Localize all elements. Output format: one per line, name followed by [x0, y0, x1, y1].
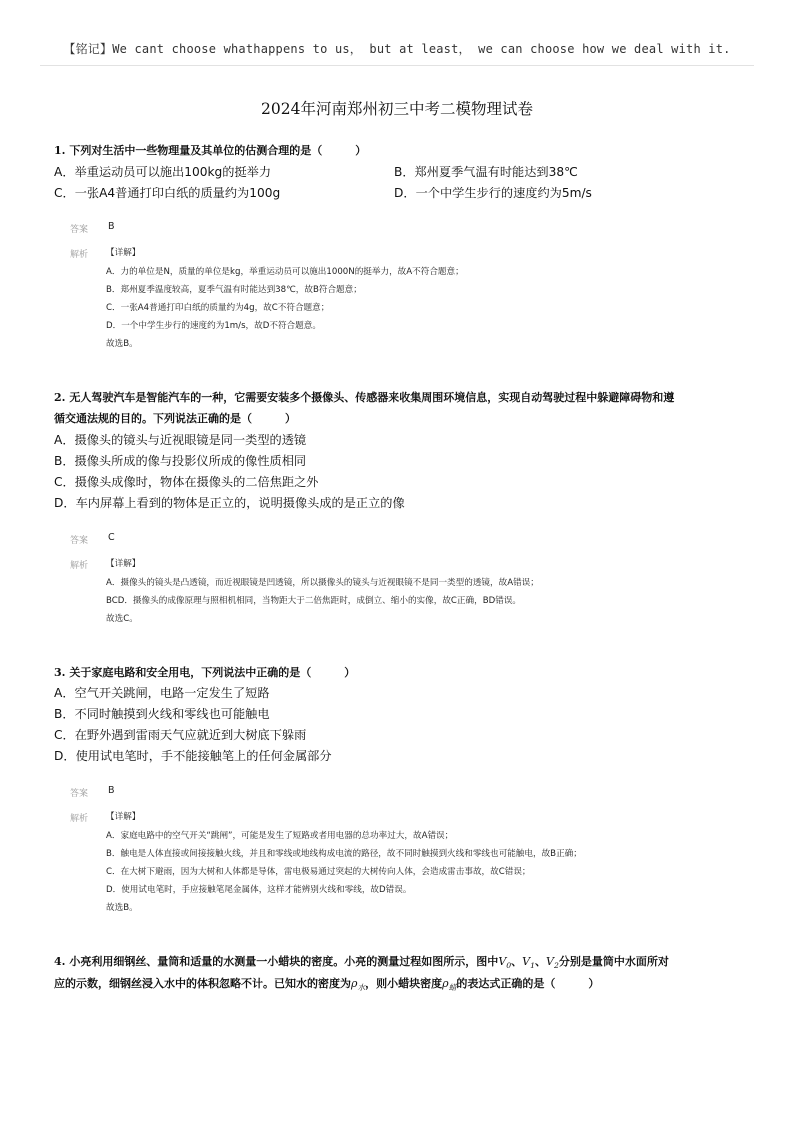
option-c: C．摄像头成像时，物体在摄像头的二倍焦距之外: [54, 475, 319, 489]
symbol-v0: $V_0$: [498, 955, 512, 971]
question-stem: 4. 小亮利用细钢丝、量筒和适量的水测量一小蜡块的密度。小亮的测量过程如图所示，图中$V_0$、$V_1$、$V_2$分别是量筒中水面所对: [54, 955, 669, 971]
question-stem: 2. 无人驾驶汽车是智能汽车的一种，它需要安装多个摄像头、传感器来收集周围环境信息，实现自动驾驶过程中躲避障碍物和遵: [54, 391, 675, 404]
detail-line: B．郑州夏季温度较高，夏季气温有时能达到38℃，故B符合题意；: [106, 285, 362, 295]
detail-line: 故选C。: [106, 614, 138, 624]
analysis-label: 解析: [70, 561, 89, 571]
detail-line: D．使用试电笔时，手应接触笔尾金属体，这样才能辨别火线和零线，故D错误。: [106, 885, 412, 895]
stem-text: 的表达式正确的是（ ）: [456, 977, 600, 990]
symbol-v1: $V_1$: [522, 955, 536, 971]
answer-label: 答案: [70, 789, 89, 799]
symbol-rho-wax: $\rho_蜡$: [442, 977, 457, 993]
question-stem: 1. 下列对生活中一些物理量及其单位的估测合理的是（ ）: [54, 144, 367, 157]
question-stem: 循交通法规的目的。下列说法正确的是（ ）: [54, 412, 296, 425]
detail-line: D．一个中学生步行的速度约为1m/s，故D不符合题意。: [106, 321, 321, 331]
detail-line: A．家庭电路中的空气开关“跳闸”，可能是发生了短路或者用电器的总功率过大，故A错误；: [106, 831, 454, 841]
option-d: D．使用试电笔时，手不能接触笔上的任何金属部分: [54, 749, 332, 763]
detail-line: C．在大树下避雨，因为大树和人体都是导体，雷电极易通过突起的大树传向人体，会造成雷击事故，故C错误；: [106, 867, 531, 877]
option-b: B．郑州夏季气温有时能达到38℃: [394, 165, 578, 179]
detail-line: A．力的单位是N，质量的单位是kg，举重运动员可以施出1000N的挺举力，故A不符合题意；: [106, 267, 464, 277]
stem-text: ，则小蜡块密度: [365, 977, 443, 990]
answer-label: 答案: [70, 536, 89, 546]
symbol-rho-water: $\rho_水$: [351, 977, 366, 993]
detail-line: C．一张A4普通打印白纸的质量约为4g，故C不符合题意；: [106, 303, 330, 313]
header-motto: 【铭记】We cant choose whathappens to us， but at least， we can choose how we deal with it.: [63, 42, 731, 56]
header-divider: [40, 65, 754, 66]
option-d: D．车内屏幕上看到的物体是正立的，说明摄像头成的是正立的像: [54, 496, 405, 510]
analysis-label: 解析: [70, 250, 89, 260]
option-a: A．举重运动员可以施出100kg的挺举力: [54, 165, 272, 179]
option-a: A．摄像头的镜头与近视眼镜是同一类型的透镜: [54, 433, 307, 447]
stem-text: 应的示数，细钢丝浸入水中的体积忽略不计。已知水的密度为: [54, 977, 351, 990]
detail-line: A．摄像头的镜头是凸透镜，而近视眼镜是凹透镜，所以摄像头的镜头与近视眼镜不是同一类型的透镜，故A错误；: [106, 578, 539, 588]
option-b: B．摄像头所成的像与投影仪所成的像性质相同: [54, 454, 307, 468]
option-d: D．一个中学生步行的速度约为5m/s: [394, 186, 592, 200]
detail-line: BCD．摄像头的成像原理与照相机相同，当物距大于二倍焦距时，成倒立、缩小的实像，故C正确，BD错误。: [106, 596, 522, 606]
analysis-label: 解析: [70, 814, 89, 824]
option-c: C．在野外遇到雷雨天气应就近到大树底下躲雨: [54, 728, 307, 742]
stem-text: 4. 小亮利用细钢丝、量筒和适量的水测量一小蜡块的密度。小亮的测量过程如图所示，图中: [54, 955, 499, 968]
detail-line: 故选B。: [106, 339, 138, 349]
page-title: 2024年河南郑州初三中考二模物理试卷: [261, 100, 533, 118]
answer-value: B: [108, 785, 115, 796]
option-a: A．空气开关跳闸，电路一定发生了短路: [54, 686, 270, 700]
detail-line: 【详解】: [106, 248, 141, 258]
detail-line: 【详解】: [106, 812, 141, 822]
question-stem: [54, 973, 744, 998]
answer-value: B: [108, 221, 115, 232]
detail-line: 【详解】: [106, 559, 141, 569]
question-stem: 3. 关于家庭电路和安全用电，下列说法中正确的是（ ）: [54, 666, 356, 679]
option-c: C．一张A4普通打印白纸的质量约为100g: [54, 186, 281, 200]
detail-line: B．触电是人体直接或间接接触火线，并且和零线或地线构成电流的路径，故不同时触摸到火线和零线也可能触电，故B正确；: [106, 849, 582, 859]
answer-label: 答案: [70, 225, 89, 235]
detail-line: 故选B。: [106, 903, 138, 913]
symbol-v2: $V_2$: [546, 955, 559, 971]
option-b: B．不同时触摸到火线和零线也可能触电: [54, 707, 270, 721]
stem-text: 分别是量筒中水面所对: [558, 955, 669, 968]
answer-value: C: [108, 532, 115, 543]
